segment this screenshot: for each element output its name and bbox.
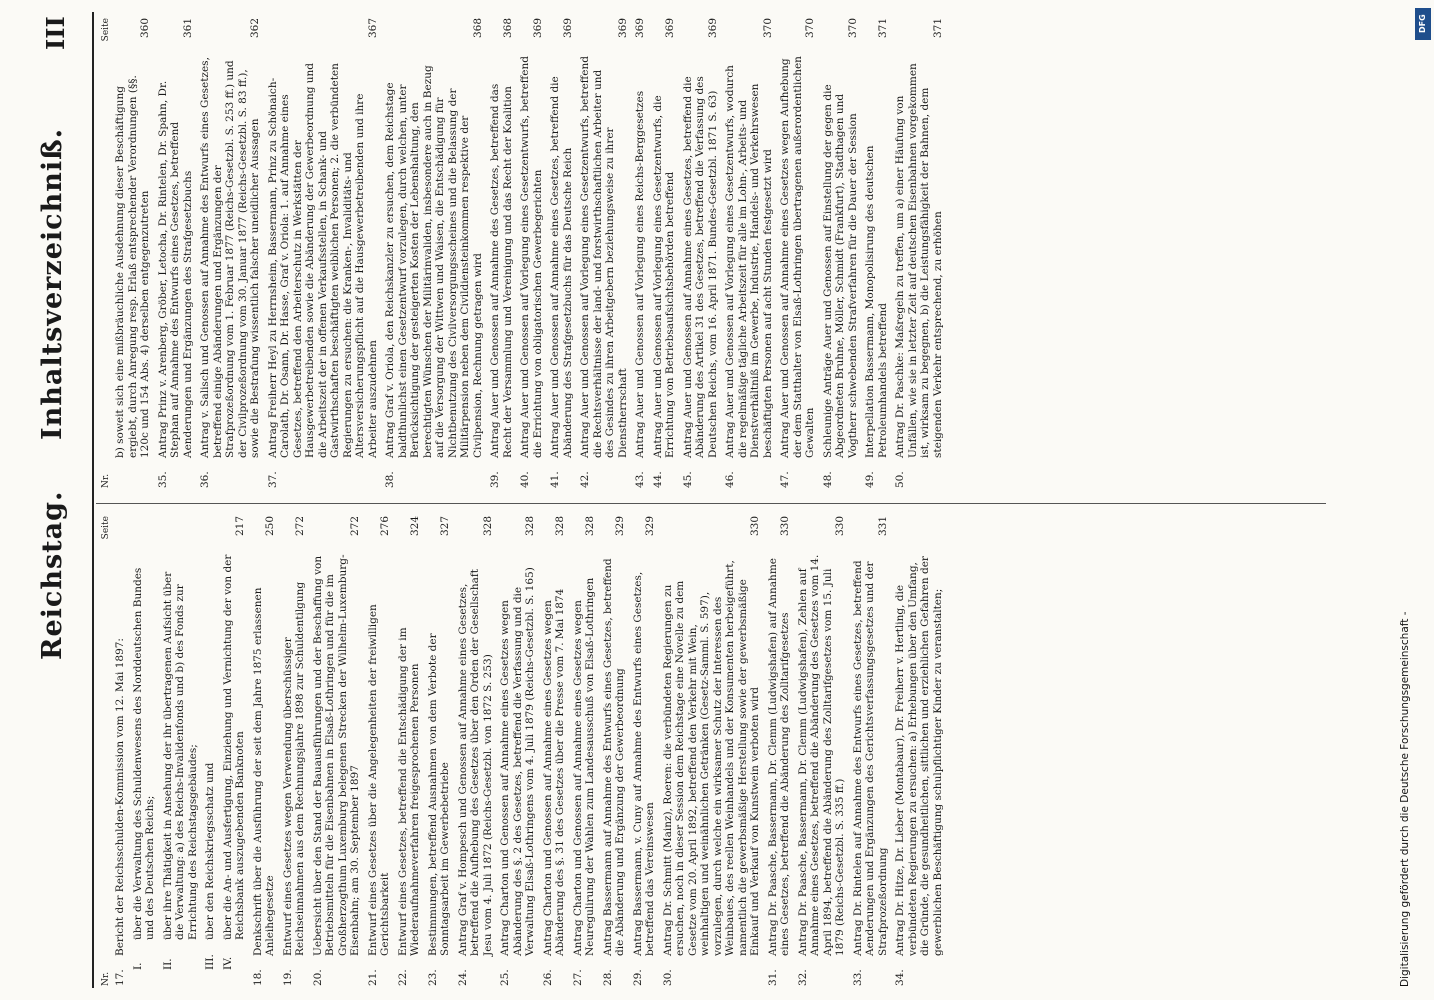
entry-number: 41. xyxy=(549,471,561,488)
dfg-logo: DFG xyxy=(1415,8,1431,40)
column-divider xyxy=(96,503,1326,504)
entry-text: Antrag Graf v. Hompesch und Genossen auf Annahme eines Gesetzes, betreffend die Aufhebung des Gesetzes über den Orden der Gesellschaft Jesu vom 4. Juli 1872 (Reichs-Gesetzbl. von 1872 S. 253) xyxy=(456,569,494,956)
entry-page: 360 xyxy=(139,18,151,39)
entry-text: Antrag Charton und Genossen auf Annahme eines Gesetzes wegen Abänderung des §. 31 des Gesetzes über die Presse vom 7. Mai 1874 xyxy=(541,588,566,956)
entry-text: Antrag Auer und Genossen auf Vorlegung eines Gesetzentwurfs, betreffend die Errichtung von obligatorischen Gewerbegerichten xyxy=(519,56,544,458)
toc-entry xyxy=(652,18,677,488)
entry-text: Antrag Dr. Hitze, Dr. Lieber (Montabaur), Dr. Freiherr v. Hertling, die verbündeten Regierungen zu ersuchen: a) Erhebungen über den Umfang, die Gründe, die gesundheitlichen, sittlichen und erziehlichen Gefahren der gewerblichen Beschäftigung schulpflichtiger Kinder zu veranstalten; xyxy=(894,556,944,956)
entry-text: über die Verwaltung des Schuldenwesens des Norddeutschen Bundes und des Deutschen Reichs; xyxy=(131,567,156,940)
seite-heading: Seite xyxy=(101,18,111,42)
entry-page: 330 xyxy=(749,516,761,537)
entry-number: 36. xyxy=(199,471,211,488)
toc-entry xyxy=(724,18,774,488)
entry-page: 371 xyxy=(876,18,889,39)
entry-text: Uebersicht über den Stand der Bauausführungen und der Beschaffung von Betriebsmitteln für die Eisenbahnen in Elsaß-Lothringen und für die im Großherzogthum Luxemburg belegenen Strecken der Wilhelm-Luxemburg-Eisenbahn; am 30. September 1897 xyxy=(311,554,361,956)
entry-number: 25. xyxy=(499,969,511,986)
toc-entry xyxy=(894,18,944,488)
entry-number: 47. xyxy=(779,471,791,488)
toc-entry xyxy=(132,516,157,986)
entry-number: 28. xyxy=(601,969,614,986)
toc-entry xyxy=(499,516,537,986)
left-column-head xyxy=(100,516,114,986)
entry-number: 31. xyxy=(766,969,779,986)
toc-entry xyxy=(779,18,817,488)
toc-entry xyxy=(397,516,422,986)
entry-text: Antrag Bassermann auf Annahme des Entwurfs eines Gesetzes, betreffend die Abänderung und Ergänzung der Gewerbeordnung xyxy=(601,558,626,956)
entry-text: Schleunige Anträge Auer und Genossen auf Einstellung der gegen die Abgeordneten Bruhne, Möller, Schmidt (Frankfurt), Stadthagen und Vogtherr schwebenden Strafverfahren für die Dauer der Session xyxy=(821,84,859,458)
entry-text: Antrag Auer und Genossen auf Vorlegung eines Reichs-Berggesetzes xyxy=(634,90,646,458)
entry-page: 272 xyxy=(294,516,306,537)
entry-text: Antrag Freiherr Heyl zu Herrnsheim, Bassermann, Prinz zu Schönaich-Carolath, Dr. Osann, Dr. Hasse, Graf v. Oriola: 1. auf Annahme eines Gesetzes, betreffend den Arbeiterschutz in Werkstätten der Hausgewerbetreibenden sowie die Abänderung der Gewerbeordnung und die Arbeitszeit der in offenen Verkaufsstellen, in Schank- und Gastwirthschaften beschäftigten weiblichen Personen; 2. die verbündeten Regierungen zu ersuchen: die Kranken-, Invaliditäts- und Altersversicherungspflicht auf die Hausgewerbetreibenden und ihre Arbeiter auszudehnen xyxy=(266,62,379,458)
entry-number: 27. xyxy=(571,969,584,986)
entry-number: 40. xyxy=(519,471,531,488)
entry-page: 362 xyxy=(249,18,261,39)
toc-entry xyxy=(894,516,944,986)
entry-page: 328 xyxy=(481,516,494,537)
right-column-head xyxy=(100,18,114,488)
entry-text: Entwurf eines Gesetzes über die Angelegenheiten der freiwilligen Gerichtsbarkeit xyxy=(366,604,391,956)
entry-text: Bericht der Reichsschulden-Kommission vom 12. Mai 1897: xyxy=(114,638,126,956)
entry-number: I. xyxy=(131,962,144,970)
entry-text: Antrag Charton und Genossen auf Annahme eines Gesetzes wegen Neuregulirung der Wahlen zum Landesausschuß von Elsaß-Lothringen xyxy=(571,577,596,956)
entry-number: 17. xyxy=(114,969,126,986)
toc-entry xyxy=(384,18,484,488)
entry-number: 30. xyxy=(661,969,674,986)
toc-entry xyxy=(572,516,597,986)
entry-page: 370 xyxy=(846,18,859,39)
right-column xyxy=(100,18,1330,488)
toc-entry xyxy=(114,18,152,488)
entry-page: 324 xyxy=(409,516,421,537)
entry-page: 368 xyxy=(471,18,484,39)
entry-number: 22. xyxy=(396,969,409,986)
entry-text: Antrag v. Salisch und Genossen auf Annahme des Entwurfs eines Gesetzes, betreffend einige Abänderungen und Ergänzungen der Strafprozeßordnung vom 1. Februar 1877 (Reichs-Gesetzbl. S. 253 ff.) und der Civilprozeßordnung vom 30. Januar 1877 (Reichs-Gesetzbl. S. 83 ff.), sowie die Bestrafung wissentlich falscher uneidlicher Aussagen xyxy=(199,57,261,458)
entry-text: Antrag Auer und Genossen auf Vorlegung eines Gesetzentwurfs, wodurch die regelmäßige tägliche Arbeitszeit für alle im Lohn-, Arbeits- und Dienstverhältniß im Gewerbe, Industrie, Handels- und Verkehrswesen beschäftigten Personen auf acht Stunden festgesetzt wird xyxy=(724,65,774,458)
entry-text: Denkschrift über die Ausführung der seit dem Jahre 1875 erlassenen Anleihegesetze xyxy=(251,587,276,956)
entry-page: 330 xyxy=(779,516,791,537)
entry-number: II. xyxy=(161,958,174,970)
entry-number: 38. xyxy=(384,471,396,488)
entry-text: Bestimmungen, betreffend Ausnahmen von dem Verbote der Sonntagsarbeit im Gewerbebetriebe xyxy=(426,633,451,956)
header-section-title: Reichstag. xyxy=(37,490,68,660)
toc-entry xyxy=(602,516,627,986)
entry-page: 369 xyxy=(616,18,629,39)
toc-entry xyxy=(457,516,495,986)
entry-number: 24. xyxy=(456,969,469,986)
entry-page: 368 xyxy=(501,18,514,39)
entry-text: Antrag Dr. Paasche, Bassermann, Dr. Clemm (Ludwigshafen), Zehlen auf Annahme eines Gesetzes, betreffend die Abänderung des Gesetzes vom 14. April 1894, betreffend die Abänderung des Zolltarifgesetzes vom 15. Juli 1879 (Reichs-Gesetzbl. S. 335 ff.) xyxy=(796,554,846,956)
toc-entry xyxy=(267,18,380,488)
entry-page: 369 xyxy=(561,18,574,39)
toc-entry xyxy=(519,18,544,488)
entry-number: 45. xyxy=(681,471,694,488)
entry-page: 329 xyxy=(644,516,656,537)
entry-page: 328 xyxy=(584,516,596,537)
entry-number: 20. xyxy=(311,969,324,986)
entry-number: 32. xyxy=(796,969,809,986)
entry-text: Interpellation Bassermann, Monopolisirung des deutschen Petroleumhandels betreffend xyxy=(864,145,889,458)
entry-text: Antrag Charton und Genossen auf Annahme eines Gesetzes wegen Abänderung des §. 2 des Gesetzes, betreffend die Verfassung und die Verwaltung Elsaß-Lothringens vom 4. Juli 1879 (Reichs-Gesetzbl. S. 165) xyxy=(499,567,536,956)
page-header xyxy=(35,0,85,1000)
entry-number: 21. xyxy=(366,969,379,986)
toc-entry xyxy=(252,516,277,986)
page-number: III xyxy=(41,16,70,50)
entry-page: 328 xyxy=(554,516,566,537)
toc-entry xyxy=(682,18,720,488)
toc-entry xyxy=(852,516,890,986)
toc-entry xyxy=(367,516,392,986)
entry-number: 48. xyxy=(821,471,834,488)
toc-entry xyxy=(489,18,514,488)
left-entry-list xyxy=(114,516,944,986)
entry-page: 217 xyxy=(234,516,246,537)
entry-page: 369 xyxy=(706,18,719,39)
entry-page: 370 xyxy=(761,18,774,39)
entry-text: Antrag Dr. Schmitt (Mainz), Roeren: die verbündeten Regierungen zu ersuchen, noch in dieser Session dem Reichstage eine Novelle zu dem Gesetze vom 20. April 1892, betreffend den Verkehr mit Wein, weinhaltigen und weinähnlichen Getränken (Gesetz-Samml. S. 597), vorzulegen, durch welche ein wirksamer Schutz der Interessen des Weinbaues, des reellen Weinhandels und der Konsumenten herbeigeführt, namentlich die gewerbsmäßige Herstellung sowie der gewerbsmäßige Einkauf und Verkauf von Kunstwein verboten wird xyxy=(661,560,761,956)
entry-text: Entwurf eines Gesetzes, betreffend die Entschädigung der im Wiederaufnahmeverfahren freigesprochenen Personen xyxy=(396,627,421,956)
entry-page: 369 xyxy=(664,18,676,39)
entry-text: über den Reichskriegsschatz und xyxy=(204,762,216,940)
toc-entry xyxy=(199,18,262,488)
entry-number: 35. xyxy=(156,471,169,488)
toc-entry xyxy=(312,516,362,986)
entry-page: 328 xyxy=(524,516,536,537)
entry-text: Antrag Dr. Rintelen auf Annahme des Entwurfs eines Gesetzes, betreffend Aenderungen und Ergänzungen des Gerichtsverfassungsgesetzes und der Strafprozeßordnung xyxy=(851,560,889,956)
entry-text: Antrag Auer und Genossen auf Annahme eines Gesetzes, betreffend die Abänderung des Strafgesetzbuchs für das Deutsche Reich xyxy=(549,76,574,458)
entry-text: Antrag Prinz v. Arenberg, Gröber, Letocha, Dr. Rintelen, Dr. Spahn, Dr. Stephan auf Annahme des Entwurfs eines Gesetzes, betreffend Aenderungen und Ergänzungen des Strafgesetzbuchs xyxy=(156,80,194,458)
entry-text: über ihre Thätigkeit in Ansehung der ihr übertragenen Aufsicht über die Verwaltung: a) des Reichs-Invalidenfonds und b) des Fonds zur Errichtung des Reichstagsgebäudes; xyxy=(161,571,199,940)
entry-text: Antrag Auer und Genossen auf Annahme des Gesetzes, betreffend das Recht der Versammlung und Vereinigung und das Recht der Koalition xyxy=(489,83,514,458)
entry-number: 19. xyxy=(281,969,294,986)
entry-number: 43. xyxy=(634,471,646,488)
entry-page: 330 xyxy=(834,516,846,537)
entry-number: 34. xyxy=(894,969,906,986)
entry-page: 367 xyxy=(366,18,379,39)
entry-page: 276 xyxy=(379,516,391,537)
toc-entry xyxy=(579,18,629,488)
right-entry-list xyxy=(114,18,944,488)
digitization-sidebar xyxy=(1395,12,1431,992)
entry-page: 331 xyxy=(876,516,889,537)
entry-text: Antrag Dr. Paasche, Bassermann, Dr. Clemm (Ludwigshafen) auf Annahme eines Gesetzes, betreffend die Abänderung des Zolltarifgesetzes xyxy=(766,558,791,956)
entry-page: 272 xyxy=(349,516,361,537)
seite-heading: Seite xyxy=(101,516,111,540)
header-contents-title: Inhaltsverzeichniß. xyxy=(37,127,68,440)
entry-number: 50. xyxy=(894,471,906,488)
entry-text: b) soweit sich eine mißbräuchliche Ausdehnung dieser Beschäftigung ergiebt, durch Anregung resp. Erlaß entsprechender Verordnungen (§§. 120c und 154 Abs. 4) derselben entgegenzutreten xyxy=(114,75,151,458)
toc-entry xyxy=(157,18,195,488)
toc-entry xyxy=(822,18,860,488)
entry-text: über die An- und Ausfertigung, Einziehung und Vernichtung der von der Reichsbank auszugebenden Banknoten xyxy=(221,554,246,940)
entry-number: 29. xyxy=(631,969,644,986)
entry-text: Antrag Auer und Genossen auf Annahme eines Gesetzes wegen Aufhebung der dem Statthalter von Elsaß-Lothringen übertragenen außerordentlichen Gewalten xyxy=(779,56,816,458)
entry-number: 18. xyxy=(251,969,264,986)
entry-number: 33. xyxy=(851,969,864,986)
toc-entry xyxy=(542,516,567,986)
entry-number: 23. xyxy=(426,969,439,986)
toc-entry xyxy=(634,18,647,488)
entry-number: 46. xyxy=(724,471,736,488)
toc-entry xyxy=(632,516,657,986)
entry-page: 370 xyxy=(804,18,816,39)
entry-page: 361 xyxy=(181,18,194,39)
toc-entry xyxy=(767,516,792,986)
nr-heading: Nr. xyxy=(101,473,111,488)
entry-number: III. xyxy=(204,954,216,970)
entry-number: 26. xyxy=(541,969,554,986)
toc-entry xyxy=(549,18,574,488)
entry-number: 37. xyxy=(266,471,279,488)
toc-entry xyxy=(797,516,847,986)
toc-entry xyxy=(204,516,217,986)
header-rule xyxy=(92,12,94,988)
toc-entry xyxy=(114,516,127,986)
toc-entry xyxy=(427,516,452,986)
nr-heading: Nr. xyxy=(101,971,111,986)
toc-entry xyxy=(282,516,307,986)
entry-text: Entwurf eines Gesetzes wegen Verwendung überschüssiger Reichseinnahmen aus dem Rechnungsjahre 1898 zur Schuldentilgung xyxy=(281,581,306,956)
toc-entry xyxy=(864,18,889,488)
entry-text: Antrag Bassermann, v. Cuny auf Annahme des Entwurfs eines Gesetzes, betreffend das Vereinswesen xyxy=(631,571,656,956)
entry-number: 42. xyxy=(579,471,591,488)
entry-text: Antrag Dr. Paschke: Maßregeln zu treffen, um a) einer Häufung von Unfällen, wie sie in letzter Zeit auf deutschen Eisenbahnen vorgekommen ist, wirksam zu begegnen, b) die Leistungsfähigkeit der Bahnen, dem steigenden Verkehr entsprechend, zu erhöhen xyxy=(894,63,944,458)
entry-page: 369 xyxy=(634,18,646,39)
entry-text: Antrag Auer und Genossen auf Annahme eines Gesetzes, betreffend die Abänderung des Artikel 31 des Gesetzes, betreffend die Verfassung des Deutschen Reichs, vom 16. April 1871. Bundes-Gesetzbl. 1871 S. 63) xyxy=(681,76,719,458)
toc-entry xyxy=(662,516,762,986)
entry-number: 44. xyxy=(651,471,664,488)
entry-text: Antrag Auer und Genossen auf Vorlegung eines Gesetzentwurfs, betreffend die Rechtsverhältnisse der land- und forstwirthschaftlichen Arbeiter und des Gesindes zu ihren Arbeitgebern beziehungsweise zu ihrer Dienstherrschaft xyxy=(579,56,629,458)
toc-entry xyxy=(222,516,247,986)
entry-number: 39. xyxy=(489,471,501,488)
entry-page: 327 xyxy=(439,516,451,537)
entry-number: 49. xyxy=(864,471,876,488)
entry-page: 371 xyxy=(931,18,944,39)
entry-page: 250 xyxy=(264,516,276,537)
left-column xyxy=(100,516,1330,986)
digitization-credit: Digitalisierung gefördert durch die Deutsche Forschungsgemeinschaft - xyxy=(1399,611,1411,987)
entry-text: Antrag Graf v. Oriola, den Reichskanzler zu ersuchen, dem Reichstage baldthunlichst einen Gesetzentwurf vorzulegen, durch welchen, unter Berücksichtigung der gesteigerten Kosten der Lebenshaltung, den berechtigten Wünschen der Militärinvaliden, insbesondere auch in Bezug auf die Versorgung der Wittwen und Waisen, die Entschädigung für Nichtbenutzung des Civilversorgungsscheines und die Belassung der Militärpension neben dem Civildiensteinkommen respektive der Civilpension, Rechnung getragen wird xyxy=(384,65,484,458)
toc-entry xyxy=(162,516,200,986)
entry-text: Antrag Auer und Genossen auf Vorlegung eines Gesetzentwurfs, die Errichtung von Betriebsaufsichtsbehörden betreffend xyxy=(651,95,676,458)
entry-page: 369 xyxy=(531,18,544,39)
entry-page: 329 xyxy=(614,516,626,537)
entry-number: IV. xyxy=(221,956,234,970)
